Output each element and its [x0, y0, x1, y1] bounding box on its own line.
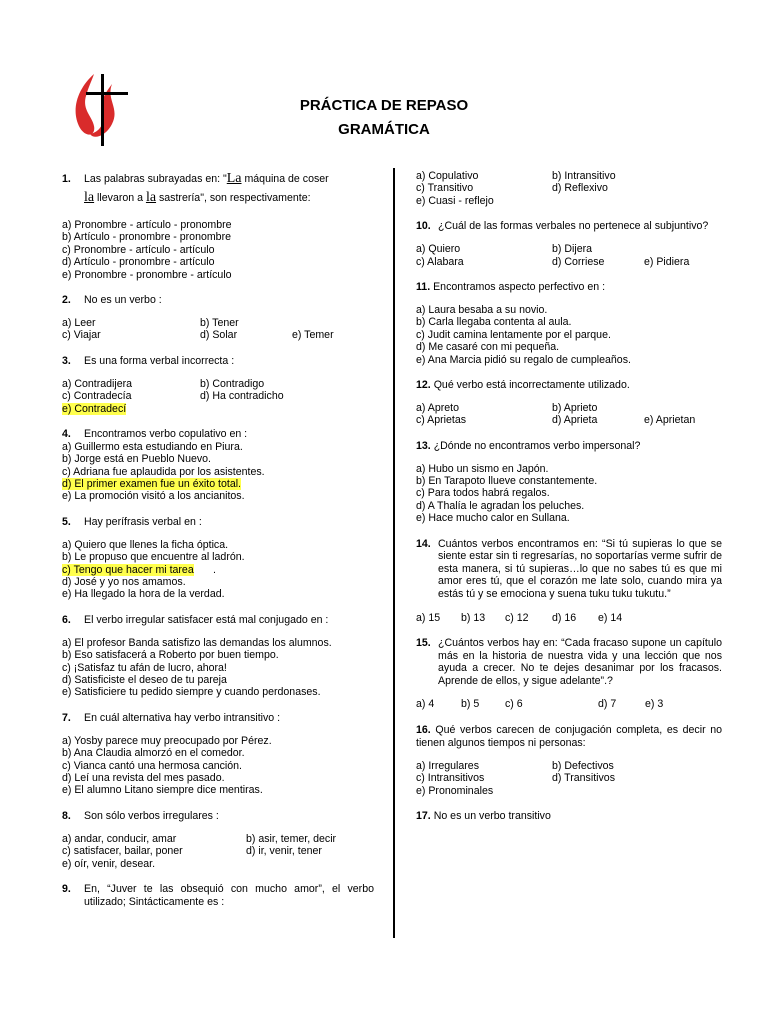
option[interactable]: e) Temer [292, 329, 334, 342]
option[interactable]: e) Pidiera [644, 255, 690, 268]
option[interactable]: e) oír, venir, desear. [62, 857, 156, 870]
option[interactable]: d) Artículo - pronombre - artículo [62, 256, 215, 269]
option[interactable]: a) andar, conducir, amar [62, 832, 177, 845]
option[interactable]: d) Transitivos [552, 772, 615, 785]
option[interactable]: b) 13 [461, 611, 486, 624]
option[interactable]: a) Apreto [416, 401, 459, 414]
option[interactable]: c) Contradecía [62, 390, 132, 403]
option[interactable]: b) Contradigo [200, 377, 265, 390]
option[interactable]: d) Satisficiste el deseo de tu pareja [62, 673, 227, 686]
option[interactable]: a) 15 [416, 611, 441, 624]
option[interactable]: c) Viajar [62, 329, 101, 342]
option[interactable]: c) Intransitivos [416, 772, 485, 785]
option[interactable]: c) ¡Satisfaz tu afán de lucro, ahora! [62, 661, 227, 674]
option[interactable]: e) Hace mucho calor en Sullana. [416, 512, 570, 525]
option[interactable]: e) Cuasi - reflejo [416, 194, 494, 207]
option[interactable]: a) 4 [416, 698, 435, 711]
option[interactable]: b) 5 [461, 698, 480, 711]
option[interactable]: b) asir, temer, decir [246, 832, 337, 845]
option[interactable]: b) Le propuso que encuentre al ladrón. [62, 551, 245, 564]
option[interactable]: c) Adriana fue aplaudida por los asistentes. [62, 465, 265, 478]
question-11: 11. Encontramos aspecto perfectivo en : a) Laura besaba a su novio. b) Carla llegaba contenta al aula. c) Judit camina lentamente por el parque. d) Me casaré con mi pequeña. e) Ana Marcia pidió su regalo de cumpleaños. [416, 281, 722, 366]
right-column [416, 170, 722, 823]
question-15: 15. ¿Cuántos verbos hay en: “Cada fracaso supone un capítulo más en la historia de nuestra vida y una lección que nos ayuda a crecer. No te dejes desanimar por los fracasos. Aprende de ellos, y sigue adelante”.? a) 4 b) 5 c) 6 d) 7 e) 3 [416, 637, 722, 711]
option[interactable]: d) Solar [200, 329, 238, 342]
question-10: 10. ¿Cuál de las formas verbales no pertenece al subjuntivo? a) Quiero b) Dijera c) Alabara d) Corriese e) Pidiera [416, 220, 709, 268]
option[interactable]: a) Leer [62, 316, 96, 329]
question-7: 7. En cuál alternativa hay verbo intransitivo : a) Yosby parece muy preocupado por Pérez. b) Ana Claudia almorzó en el comedor. c) Vianca cantó una hermosa canción. d) Leí una revista del mes pasado. e) El alumno Litano siempre dice mentiras. [62, 712, 374, 797]
option[interactable]: e) Satisficiere tu pedido siempre y cuando perdonases. [62, 686, 321, 699]
option[interactable]: a) El profesor Banda satisfizo las demandas los alumnos. [62, 636, 332, 649]
option[interactable]: a) Copulativo [416, 170, 479, 182]
option[interactable]: a) Quiero [416, 243, 461, 256]
option[interactable]: c) Vianca cantó una hermosa canción. [62, 759, 243, 772]
option[interactable]: b) Ana Claudia almorzó en el comedor. [62, 747, 245, 760]
option[interactable]: a) Irregulares [416, 759, 479, 772]
question-9: 9. En, “Juver te las obsequió con mucho amor”, el verbo utilizado; Sintácticamente es : [62, 882, 374, 908]
option-highlighted[interactable]: e) Contradecí [62, 402, 127, 415]
option[interactable]: a) Pronombre - artículo - pronombre [62, 219, 232, 231]
option[interactable]: e) Ana Marcia pidió su regalo de cumpleaños. [416, 353, 631, 366]
option[interactable]: b) Aprieto [552, 401, 598, 414]
option[interactable]: e) Pronominales [416, 784, 494, 797]
option[interactable]: d) Aprieta [552, 414, 598, 427]
option[interactable]: c) 12 [505, 611, 529, 624]
page-title: PRÁCTICA DE REPASO [299, 97, 469, 114]
option[interactable]: b) Defectivos [552, 759, 614, 772]
option[interactable]: e) 3 [645, 698, 664, 711]
option[interactable]: d) Corriese [552, 255, 605, 268]
option[interactable]: a) Hubo un sismo en Japón. [416, 462, 549, 475]
option[interactable]: d) ir, venir, tener [246, 845, 322, 858]
option[interactable]: b) Tener [200, 316, 239, 329]
option[interactable]: a) Laura besaba a su novio. [416, 303, 548, 316]
option[interactable]: d) Leí una revista del mes pasado. [62, 771, 225, 784]
option[interactable]: e) La promoción visitó a los ancianitos. [62, 490, 245, 503]
option[interactable]: c) Judit camina lentamente por el parque. [416, 328, 611, 341]
option[interactable]: d) Ha contradicho [200, 390, 284, 403]
underlined-word: la [145, 190, 157, 205]
option[interactable]: a) Quiero que llenes la ficha óptica. [62, 538, 229, 551]
question-6: 6. El verbo irregular satisfacer está mal conjugado en : a) El profesor Banda satisfizo las demandas los alumnos. b) Eso satisfacerá a Roberto por buen tiempo. c) ¡Satisfaz tu afán de lucro, ahora! d) Satisficiste el deseo de tu pareja e) Satisficiere tu pedido siempre y cuando perdonases. [62, 614, 374, 699]
option[interactable]: a) Yosby parece muy preocupado por Pérez. [62, 734, 272, 747]
option[interactable]: c) Para todos habrá regalos. [416, 487, 550, 500]
option-highlighted[interactable]: d) El primer examen fue un éxito total. [62, 478, 242, 491]
question-1: 1. Las palabras subrayadas en: "La máquina de coser la llevaron a la sastrería", son respectivamente: a) Pronombre - artículo - pronombre b) Artículo - pronombre - pronombre c) Pronombre - artículo - artículo d) Artículo - pronombre - artículo e) Pronombre - pronombre - artículo [62, 170, 374, 281]
option[interactable]: b) En Tarapoto llueve constantemente. [416, 475, 598, 488]
option[interactable]: e) El alumno Litano siempre dice mentiras. [62, 784, 263, 797]
question-16: 16. Qué verbos carecen de conjugación completa, es decir no tienen algunos tiempos ni personas: a) Irregulares b) Defectivos c) Intransitivos d) Transitivos e) Pronominales [416, 723, 722, 797]
question-13: 13. ¿Dónde no encontramos verbo impersonal? a) Hubo un sismo en Japón. b) En Tarapoto llueve constantemente. c) Para todos habrá regalos. d) A Thalía le agradan los peluches. e) Hace mucho calor en Sullana. [416, 440, 722, 525]
option[interactable]: d) 7 [598, 698, 617, 711]
question-12: 12. Qué verbo está incorrectamente utilizado. a) Apreto b) Aprieto c) Aprietas d) Aprieta e) Aprietan [416, 378, 696, 427]
question-17: 17. No es un verbo transitivo [416, 809, 551, 822]
option[interactable]: e) 14 [598, 611, 623, 624]
option[interactable]: d) A Thalía le agradan los peluches. [416, 499, 585, 512]
question-3: 3. Es una forma verbal incorrecta : a) Contradijera b) Contradigo c) Contradecía d) Ha contradicho e) Contradecí [62, 354, 284, 415]
option[interactable]: b) Dijera [552, 243, 593, 256]
page-subtitle: GRAMÁTICA [338, 121, 430, 138]
option[interactable]: c) Aprietas [416, 414, 467, 427]
option[interactable]: b) Jorge está en Pueblo Nuevo. [62, 453, 211, 466]
underlined-word: La [226, 171, 242, 186]
question-5: 5. Hay perífrasis verbal en : a) Quiero que llenes la ficha óptica. b) Le propuso que encuentre al ladrón. c) Tengo que hacer mi tarea . d) José y yo nos amamos. e) Ha llegado la hora de la verdad. [62, 516, 374, 601]
left-column [62, 170, 374, 909]
option[interactable]: d) 16 [552, 611, 577, 624]
option[interactable]: b) Eso satisfacerá a Roberto por buen tiempo. [62, 649, 279, 662]
option-highlighted[interactable]: c) Tengo que hacer mi tarea . [62, 563, 216, 576]
option[interactable]: a) Contradijera [62, 377, 133, 390]
question-9-options [416, 170, 722, 207]
option[interactable]: e) Pronombre - pronombre - artículo [62, 268, 232, 281]
option[interactable]: c) Alabara [416, 255, 464, 268]
question-8: 8. Son sólo verbos irregulares : a) andar, conducir, amar b) asir, temer, decir c) satisfacer, bailar, poner d) ir, venir, tener e) oír, venir, desear. [62, 809, 337, 870]
option[interactable]: b) Artículo - pronombre - pronombre [62, 231, 231, 244]
option[interactable]: b) Carla llegaba contenta al aula. [416, 316, 572, 329]
option[interactable]: d) José y yo nos amamos. [62, 576, 186, 589]
option[interactable]: e) Ha llegado la hora de la verdad. [62, 588, 225, 601]
option[interactable]: d) Me casaré con mi pequeña. [416, 341, 560, 354]
option[interactable]: c) satisfacer, bailar, poner [62, 845, 183, 858]
question-4: 4. Encontramos verbo copulativo en : a) Guillermo esta estudiando en Piura. b) Jorge está en Pueblo Nuevo. c) Adriana fue aplaudida por los asistentes. d) El primer examen fue un éxito total. e) La promoción visitó a los ancianitos. [62, 428, 374, 503]
option[interactable]: c) Pronombre - artículo - artículo [62, 243, 215, 256]
option[interactable]: c) Transitivo [416, 182, 474, 195]
question-14: 14. Cuántos verbos encontramos en: “Si tú supieras lo que se siente estar sin ti regresarías, no soportarías verme sufrir de esta manera, si tú supieras…lo que no sabes tú es que mi amor eres tú, que el corazón me late solo, cuando mira ya estás tú y se emociona y suena tuku tuku tukutu.” a) 15 b) 13 c) 12 d) 16 e) 14 [416, 537, 722, 624]
question-2: 2. No es un verbo : a) Leer b) Tener c) Viajar d) Solar e) Temer [62, 293, 334, 342]
column-divider [393, 168, 395, 938]
option[interactable]: c) 6 [505, 698, 523, 711]
option[interactable]: e) Aprietan [644, 414, 696, 427]
underlined-word: la [84, 190, 95, 205]
option[interactable]: d) Reflexivo [552, 182, 608, 195]
option[interactable]: b) Intransitivo [552, 170, 616, 182]
option[interactable]: a) Guillermo esta estudiando en Piura. [62, 440, 243, 453]
question-number: 1. [62, 173, 71, 185]
